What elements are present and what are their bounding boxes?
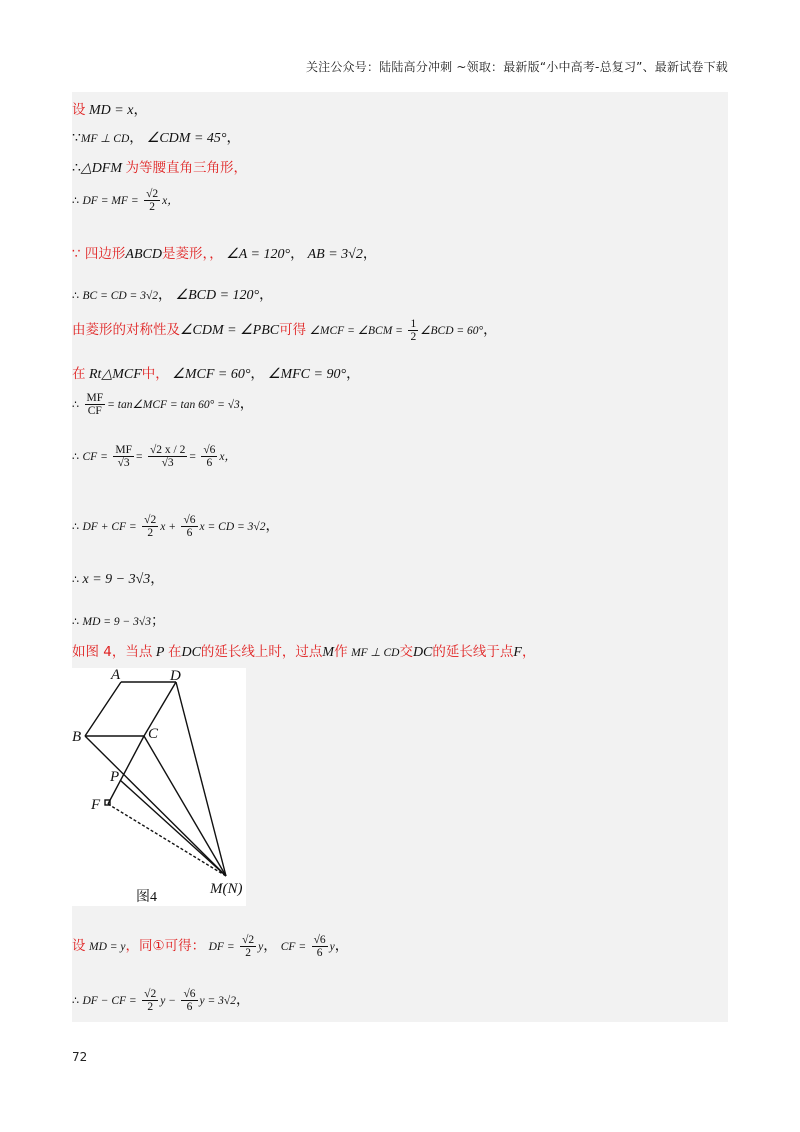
text: 为等腰直角三角形， bbox=[125, 160, 248, 176]
math: MD = x bbox=[89, 103, 134, 118]
text: ∵ 四边形 bbox=[72, 246, 126, 262]
math: ∠CDM = 45° bbox=[146, 131, 227, 146]
math: ∠CDM = ∠PBC bbox=[180, 323, 280, 338]
fraction bbox=[144, 188, 160, 213]
fraction bbox=[408, 318, 418, 343]
math: ∠BCD = 60° bbox=[420, 325, 484, 337]
text: ， bbox=[334, 939, 349, 954]
math: F bbox=[513, 645, 522, 660]
math: ABCD bbox=[125, 247, 162, 262]
fraction bbox=[312, 934, 328, 959]
figure-caption: 图4 bbox=[136, 890, 157, 905]
text: ， bbox=[250, 367, 265, 382]
because-symbol: ∵ bbox=[72, 131, 81, 146]
edge-PM bbox=[120, 780, 226, 876]
math: DF = MF = bbox=[82, 194, 139, 207]
label-M: M(N) bbox=[210, 881, 243, 897]
math: M bbox=[322, 645, 335, 660]
text: 的延长线于点 bbox=[432, 644, 514, 660]
numerator: √2 bbox=[144, 988, 157, 1000]
text: 交 bbox=[399, 644, 413, 660]
numerator: 1 bbox=[410, 318, 417, 331]
label-C: C bbox=[148, 726, 159, 742]
therefore-symbol: ∴ bbox=[72, 520, 79, 533]
figure-4 bbox=[72, 668, 246, 906]
numerator: √2 bbox=[144, 514, 157, 526]
line-14 bbox=[72, 640, 535, 661]
numerator: √2 bbox=[146, 188, 159, 200]
line-9 bbox=[72, 392, 254, 417]
page-number: 72 bbox=[72, 1050, 88, 1064]
text: ， bbox=[483, 323, 498, 338]
math: DC bbox=[412, 645, 433, 660]
denominator: 2 bbox=[149, 201, 155, 214]
text: 的延长线上时，过点 bbox=[200, 644, 323, 660]
denominator: 2 bbox=[147, 1001, 154, 1014]
math: y bbox=[329, 941, 335, 953]
line-11 bbox=[72, 514, 279, 539]
text: ， bbox=[362, 247, 377, 262]
text: ， bbox=[263, 939, 278, 954]
math: Rt△MCF bbox=[89, 367, 142, 382]
fraction bbox=[142, 514, 158, 539]
therefore-symbol: ∴ bbox=[72, 450, 79, 463]
line-6 bbox=[72, 284, 273, 304]
text: ， bbox=[346, 367, 361, 382]
fraction bbox=[181, 514, 197, 539]
denominator: √3 bbox=[117, 457, 130, 470]
dashed-FM bbox=[108, 804, 226, 876]
text: ， bbox=[226, 131, 241, 146]
line-12 bbox=[72, 568, 164, 588]
fraction bbox=[142, 988, 158, 1013]
therefore-symbol: ∴ bbox=[72, 290, 79, 302]
therefore-symbol: ∴ bbox=[72, 574, 79, 586]
math: ∠MFC = 90° bbox=[267, 367, 347, 382]
math: MD = 9 − 3√3 bbox=[82, 616, 151, 628]
text: 是菱形，， bbox=[161, 246, 223, 262]
fraction bbox=[113, 444, 134, 469]
math: x， bbox=[219, 450, 237, 463]
denominator: 6 bbox=[316, 947, 323, 960]
edge-AB bbox=[85, 682, 121, 736]
line-13 bbox=[72, 610, 165, 630]
math: MD = y bbox=[89, 941, 126, 953]
therefore-symbol: ∴ bbox=[72, 161, 81, 176]
denominator: 6 bbox=[186, 527, 193, 540]
denominator: 6 bbox=[186, 1001, 193, 1014]
math: x， bbox=[162, 194, 179, 207]
math: △DFM bbox=[80, 161, 123, 176]
text: 在 bbox=[72, 366, 86, 382]
numerator: √6 bbox=[183, 988, 196, 1000]
math: DF − CF = bbox=[82, 994, 137, 1007]
math: CF = bbox=[82, 450, 108, 463]
fraction bbox=[240, 934, 256, 959]
math: = tan∠MCF = tan 60° = √3 bbox=[107, 398, 240, 411]
line-4 bbox=[72, 188, 179, 213]
line-8 bbox=[72, 362, 360, 383]
line-2 bbox=[72, 127, 241, 147]
text: ， bbox=[259, 288, 274, 303]
text: ， bbox=[239, 396, 254, 412]
denominator: 6 bbox=[206, 457, 213, 470]
numerator: √6 bbox=[183, 514, 196, 526]
text: 在 bbox=[167, 644, 182, 660]
line-5 bbox=[72, 242, 377, 263]
text: 如图 4，当点 bbox=[72, 644, 153, 660]
denominator: √3 bbox=[161, 457, 174, 470]
math: DF + CF = bbox=[82, 520, 137, 533]
numerator: √6 bbox=[203, 444, 216, 456]
line-3 bbox=[72, 156, 247, 177]
label-A: A bbox=[111, 668, 121, 683]
math: ∠MCF = ∠BCM = bbox=[309, 325, 403, 337]
text: ； bbox=[150, 614, 165, 629]
line-16 bbox=[72, 988, 250, 1013]
text: ， bbox=[158, 288, 173, 303]
math: MF ⊥ CD bbox=[351, 647, 400, 659]
math: x = 9 − 3√3 bbox=[82, 572, 151, 587]
text: 可得 bbox=[279, 322, 307, 338]
geometry-diagram bbox=[72, 668, 246, 906]
text: ， bbox=[521, 644, 536, 660]
math: y bbox=[258, 941, 264, 953]
text: ， bbox=[150, 572, 165, 587]
math: x = CD = 3√2 bbox=[199, 520, 266, 533]
text: ， bbox=[265, 518, 280, 534]
denominator: 2 bbox=[147, 527, 154, 540]
fraction bbox=[181, 988, 197, 1013]
line-10 bbox=[72, 444, 236, 469]
math: DC bbox=[181, 645, 201, 660]
text: ， bbox=[290, 247, 305, 262]
text: 作 bbox=[334, 644, 348, 660]
line-15 bbox=[72, 934, 349, 959]
denominator: CF bbox=[87, 405, 102, 418]
numerator: √2 bbox=[242, 934, 255, 947]
therefore-symbol: ∴ bbox=[72, 616, 79, 628]
label-P: P bbox=[110, 769, 120, 785]
edge-DM bbox=[176, 682, 226, 876]
text: 由菱形的对称性及 bbox=[72, 322, 180, 338]
label-D: D bbox=[170, 668, 181, 684]
text: ， bbox=[235, 992, 250, 1008]
text: 中， bbox=[141, 366, 169, 382]
math: CF = bbox=[280, 941, 307, 953]
denominator: 2 bbox=[410, 331, 417, 344]
fraction bbox=[85, 392, 106, 417]
fraction bbox=[201, 444, 217, 469]
label-B: B bbox=[72, 729, 82, 745]
therefore-symbol: ∴ bbox=[72, 194, 79, 207]
math: MF ⊥ CD bbox=[80, 133, 130, 145]
math: x + bbox=[160, 520, 176, 533]
math: BC = CD = 3√2 bbox=[82, 290, 159, 302]
line-7 bbox=[72, 318, 497, 343]
text: = bbox=[135, 450, 143, 463]
numerator: √2 x / 2 bbox=[149, 444, 186, 456]
text: 设 bbox=[72, 102, 86, 118]
therefore-symbol: ∴ bbox=[72, 398, 79, 411]
numerator: √6 bbox=[313, 934, 326, 947]
math: AB = 3√2 bbox=[307, 247, 363, 262]
denominator: 2 bbox=[245, 947, 251, 960]
math: y = 3√2 bbox=[199, 994, 236, 1007]
numerator: MF bbox=[86, 392, 104, 404]
page-header: 关注公众号：陆陆高分冲刺 ~领取：最新版“小中高考-总复习”、最新试卷下载 bbox=[305, 60, 728, 74]
math: ∠BCD = 120° bbox=[175, 288, 260, 303]
text: ， bbox=[133, 103, 148, 118]
therefore-symbol: ∴ bbox=[72, 994, 79, 1007]
line-1 bbox=[72, 98, 147, 119]
text: ，同①可得： bbox=[125, 938, 206, 954]
text: 设 bbox=[72, 938, 86, 954]
label-F: F bbox=[91, 797, 101, 813]
text: ， bbox=[129, 131, 144, 146]
fraction bbox=[148, 444, 187, 469]
numerator: MF bbox=[115, 444, 132, 456]
math: y − bbox=[160, 994, 176, 1007]
math: DF = bbox=[208, 941, 235, 953]
math: ∠A = 120° bbox=[226, 247, 291, 262]
math: ∠MCF = 60° bbox=[172, 367, 251, 382]
math: P bbox=[155, 645, 165, 660]
text: = bbox=[189, 450, 196, 463]
